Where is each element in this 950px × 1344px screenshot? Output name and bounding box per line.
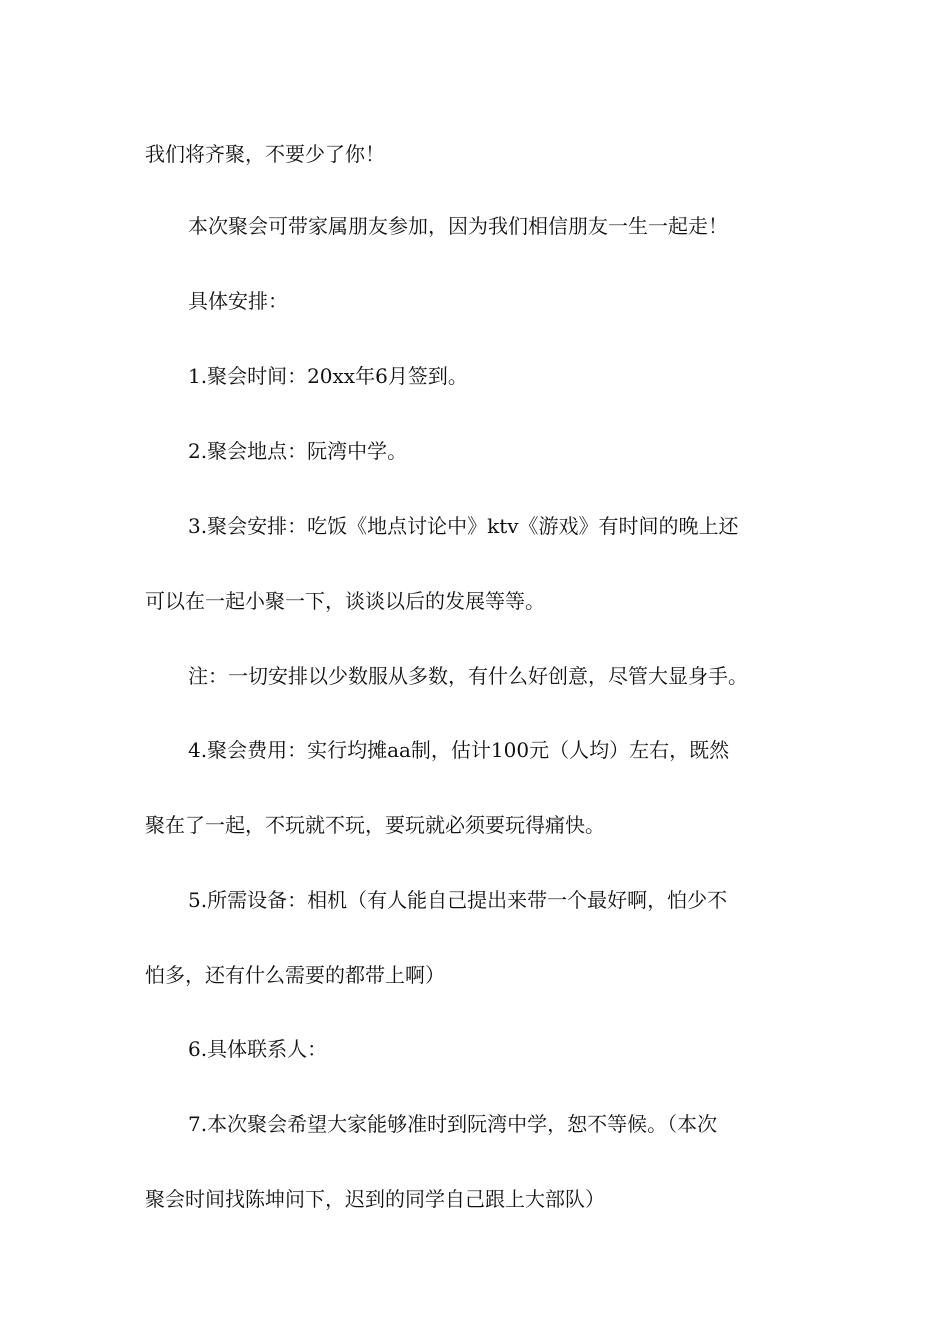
text-line: 注：一切安排以少数服从多数，有什么好创意，尽管大显身手。 bbox=[188, 664, 748, 688]
text-line: 具体安排： bbox=[188, 289, 288, 313]
text-line: 我们将齐聚，不要少了你！ bbox=[145, 142, 385, 166]
text-line: 怕多，还有什么需要的都带上啊） bbox=[145, 963, 445, 987]
text-line: 6.具体联系人： bbox=[188, 1037, 328, 1061]
text-line: 聚会时间找陈坤问下，迟到的同学自己跟上大部队） bbox=[145, 1187, 605, 1211]
text-line: 可以在一起小聚一下，谈谈以后的发展等等。 bbox=[145, 589, 545, 613]
text-line: 聚在了一起，不玩就不玩，要玩就必须要玩得痛快。 bbox=[145, 813, 605, 837]
text-line: 1.聚会时间：20xx年6月签到。 bbox=[188, 364, 468, 388]
text-line: 7.本次聚会希望大家能够准时到阮湾中学，恕不等候。（本次 bbox=[188, 1112, 718, 1136]
text-line: 4.聚会费用：实行均摊aa制，估计100元（人均）左右，既然 bbox=[188, 738, 730, 762]
text-line: 5.所需设备：相机（有人能自己提出来带一个最好啊，怕少不 bbox=[188, 888, 728, 912]
text-line: 2.聚会地点：阮湾中学。 bbox=[188, 439, 408, 463]
text-line: 本次聚会可带家属朋友参加，因为我们相信朋友一生一起走！ bbox=[188, 214, 728, 238]
text-line: 3.聚会安排：吃饭《地点讨论中》ktv《游戏》有时间的晚上还 bbox=[188, 514, 739, 538]
